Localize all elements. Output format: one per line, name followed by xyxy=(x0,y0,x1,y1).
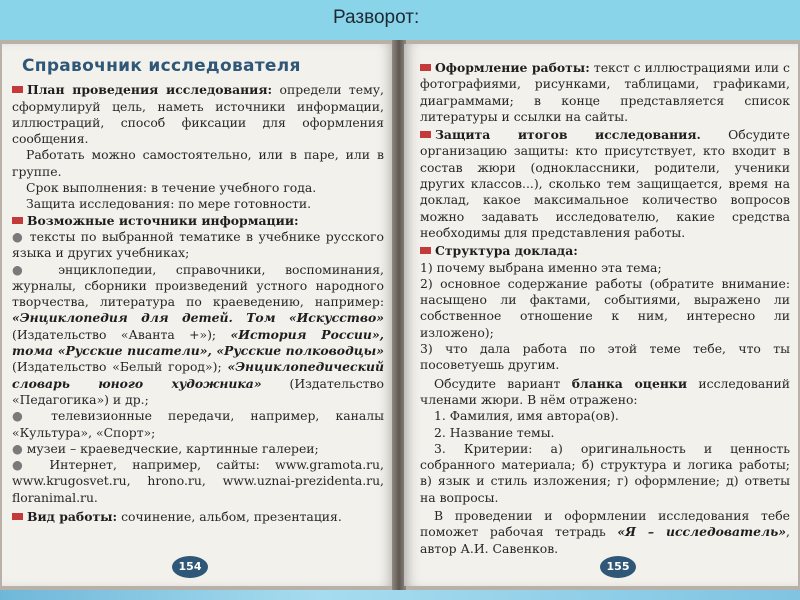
bottom-strip xyxy=(0,590,800,600)
section-marker-icon xyxy=(12,217,23,224)
section-marker-icon xyxy=(12,513,23,520)
source-item xyxy=(12,262,384,409)
source-book-1: «Энциклопедия для детей. Том «Искусство» xyxy=(12,310,384,326)
bullet-icon: ● xyxy=(12,457,35,473)
evaluation-text-after: исследований членами жюри. В нём отражено: xyxy=(420,375,790,407)
work-type-section xyxy=(12,509,384,525)
left-page xyxy=(2,44,394,586)
work-type-title: Вид работы: xyxy=(27,509,118,525)
source-book-3: «Энциклопедический словарь юного художника» xyxy=(12,359,384,391)
evaluation-item-3: 3. Критерии: а) оригинальность и ценность собранного материала; б) структура и логика работы; в) язык и стиль изложения; г) оформление; д) ответы на вопросы. xyxy=(420,440,790,505)
section-marker-icon xyxy=(420,247,431,254)
source-book-2: «История России», тома «Русские писатели», «Русские полководцы» xyxy=(12,326,384,359)
bullet-icon: ● xyxy=(12,228,25,244)
source-item-4: музеи – краеведческие, картинные галереи; xyxy=(26,440,319,456)
bullet-icon: ● xyxy=(12,440,23,456)
closing-text-after: , автор А.И. Савенков. xyxy=(420,524,790,556)
design-text: текст с иллюстрациями или с фотографиями, рисунками, таблицами, графиками, диаграммами; в конце представляется список литературы и ссылки на сайты. xyxy=(420,60,790,124)
source-item-1: тексты по выбранной тематике в учебнике русского языка и других учебниках; xyxy=(12,228,384,261)
plan-term: Срок выполнения: в течение учебного года. xyxy=(26,180,317,196)
slide-title: Разворот: xyxy=(333,7,420,28)
design-section xyxy=(420,60,790,125)
defense-title: Защита итогов исследования. xyxy=(435,127,701,143)
structure-item-2: 2) основное содержание работы (обратите внимание: насыщено ли фактами, событиями, выражено ли собственное отношение к ним, интересно ли изложено); xyxy=(420,275,790,340)
evaluation-item-2: 2. Название темы. xyxy=(434,424,555,440)
source-pub-2: (Издательство «Белый город»); xyxy=(12,359,222,375)
page-number-badge: 154 xyxy=(172,556,208,578)
plan-title: План проведения исследования: xyxy=(27,82,273,98)
left-page-content xyxy=(12,58,384,525)
structure-item-1: 1) почему выбрана именно эта тема; xyxy=(420,259,662,275)
source-pub-1: (Издательство «Аванта +»); xyxy=(12,326,217,342)
sources-section xyxy=(12,213,384,229)
evaluation-bold: бланка оценки xyxy=(571,375,688,391)
section-marker-icon xyxy=(420,64,431,71)
evaluation-intro xyxy=(420,376,790,409)
source-item-2-text: энциклопедии, справочники, воспоминания, журналы, сборники произведений устного народного творчества, литература по краеведению, например: xyxy=(12,261,384,310)
bullet-icon: ● xyxy=(12,261,39,277)
source-item xyxy=(12,457,384,506)
source-item xyxy=(12,229,384,262)
closing-paragraph xyxy=(420,508,790,557)
source-item-3: телевизионные передачи, например, каналы «Культура», «Спорт»; xyxy=(12,408,384,440)
plan-defense: Защита исследования: по мере готовности. xyxy=(26,196,312,212)
source-item xyxy=(12,408,384,441)
closing-text-before: В проведении и оформлении исследования тебе поможет рабочая тетрадь xyxy=(420,508,790,540)
work-type-text: сочинение, альбом, презентация. xyxy=(121,509,342,525)
plan-section xyxy=(12,82,384,147)
section-marker-icon xyxy=(420,131,431,138)
section-marker-icon xyxy=(12,86,23,93)
source-item xyxy=(12,441,384,457)
closing-italic: «Я – исследователь» xyxy=(617,524,787,540)
bullet-icon: ● xyxy=(12,408,35,424)
right-page-content xyxy=(420,60,790,557)
plan-text: определи тему, сформулируй цель, наметь источники информации, иллюстраций, способ фиксации для оформления сообщения. xyxy=(12,82,384,147)
page-number-badge: 155 xyxy=(600,556,636,578)
structure-title: Структура доклада: xyxy=(435,243,578,259)
defense-text: Обсудите организацию защиты: кто присутствует, кто входит в состав жюри (одноклассники, родители, ученики других классов...), сколько тем защищается, время на доклад, какое максимальное количество вопросов можно задавать исследователю, какие средства необходимы для представления работы. xyxy=(420,127,790,240)
source-pub-3: (Издательство «Педагогика») и др.; xyxy=(12,375,384,407)
structure-section xyxy=(420,243,790,259)
defense-section xyxy=(420,127,790,241)
structure-item-3: 3) что дала работа по этой теме тебе, что ты посоветуешь другим. xyxy=(420,341,790,373)
source-item-5: Интернет, например, сайты: www.gramota.ru, www.krugosvet.ru, hrono.ru, www.uznai-prezidenta.ru, floranimal.ru. xyxy=(12,457,384,505)
sources-title: Возможные источники информации: xyxy=(27,212,299,228)
design-title: Оформление работы: xyxy=(435,60,590,75)
evaluation-text-before: Обсудите вариант xyxy=(434,375,561,391)
right-page xyxy=(404,44,798,586)
plan-work: Работать можно самостоятельно, или в паре, или в группе. xyxy=(12,147,384,179)
evaluation-item-1: 1. Фамилия, имя автора(ов). xyxy=(434,408,619,424)
page-heading: Справочник исследователя xyxy=(22,56,301,76)
slide-header xyxy=(0,0,800,40)
book-spread xyxy=(0,40,800,590)
